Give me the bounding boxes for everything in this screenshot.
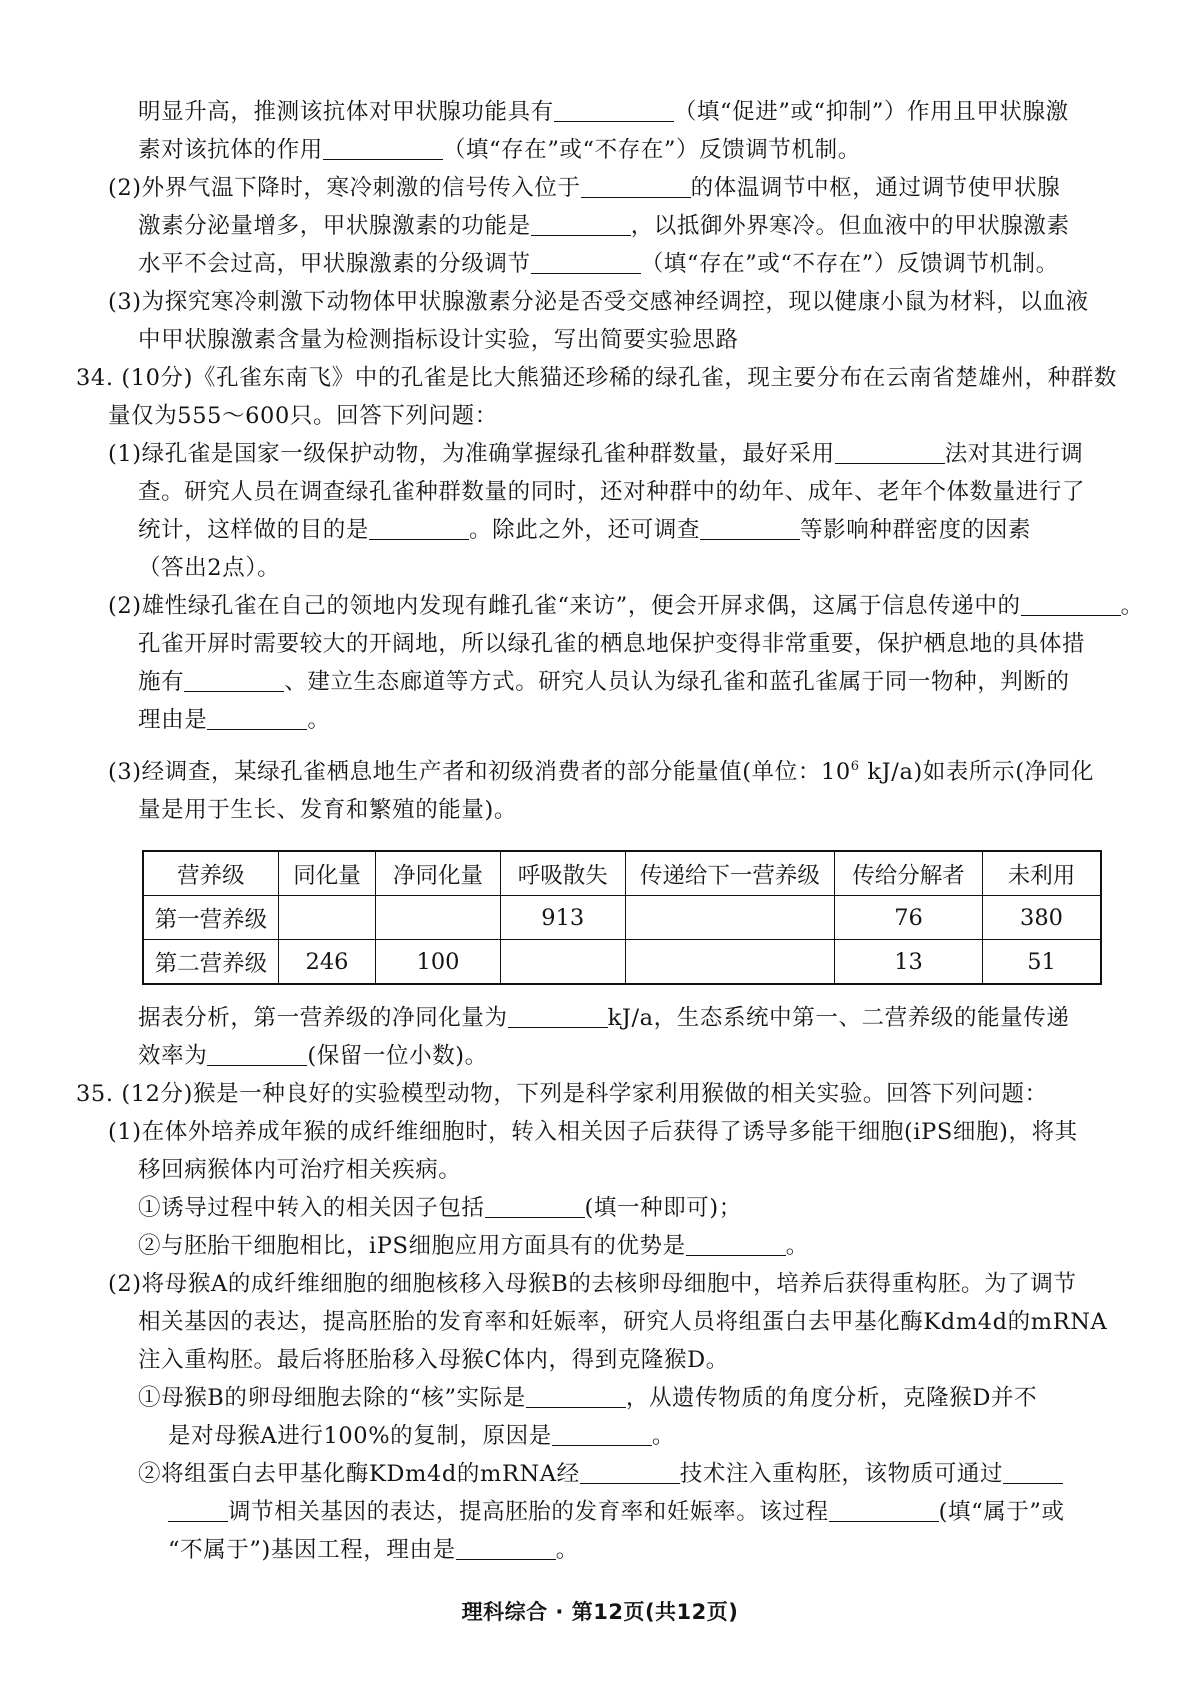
energy-table	[142, 850, 1102, 985]
q33-part2-line-1: (2)外界气温下降时，寒冷刺激的信号传入位于 的体温调节中枢，通过调节使甲状腺	[108, 175, 1061, 201]
table-cell: 913	[500, 896, 625, 940]
table-cell: 51	[983, 940, 1101, 985]
table-header-cell: 未利用	[983, 851, 1101, 896]
answer-blank[interactable]	[369, 515, 469, 540]
answer-blank[interactable]	[581, 173, 691, 198]
table-cell: 13	[835, 940, 983, 985]
q34-part1-line-3: 统计，这样做的目的是 。除此之外，还可调查 等影响种群密度的因素	[138, 517, 1032, 543]
table-cell	[278, 896, 375, 940]
table-cell	[625, 940, 834, 985]
q34-part1-line-4: （答出2点）。	[138, 555, 281, 581]
answer-blank[interactable]	[323, 135, 443, 160]
answer-blank[interactable]	[835, 439, 945, 464]
q35-part2-line-2: 相关基因的表达，提高胚胎的发育率和妊娠率，研究人员将组蛋白去甲基化酶Kdm4d的mRNA	[138, 1309, 1108, 1335]
table-cell: 100	[376, 940, 501, 985]
answer-blank[interactable]	[1003, 1459, 1063, 1484]
q34-part3-line-1: (3)经调查，某绿孔雀栖息地生产者和初级消费者的部分能量值(单位：$10^6$ kJ/a)如表所示(净同化	[108, 759, 1094, 785]
q35-part1-line-1: (1)在体外培养成年猴的成纤维细胞时，转入相关因子后获得了诱导多能干细胞(iPS细胞)，将其	[108, 1119, 1078, 1145]
q34-after-table-line-2: 效率为 (保留一位小数)。	[138, 1043, 488, 1069]
q34-part2-line-3: 施有 、建立生态廊道等方式。研究人员认为绿孔雀和蓝孔雀属于同一物种，判断的	[138, 669, 1070, 695]
q35-part2-item-2-line-1: ②将组蛋白去甲基化酶KDm4d的mRNA经 技术注入重构胚，该物质可通过	[138, 1458, 1063, 1490]
answer-blank[interactable]	[554, 97, 674, 122]
answer-blank[interactable]	[168, 1497, 228, 1522]
table-cell: 380	[983, 896, 1101, 940]
table-header-cell: 同化量	[278, 851, 375, 896]
table-cell: 第一营养级	[143, 896, 278, 940]
q33-part3-line-2: 中甲状腺激素含量为检测指标设计实验，写出简要实验思路	[138, 327, 739, 353]
answer-blank[interactable]	[1021, 591, 1121, 616]
q34-part1-line-2: 查。研究人员在调查绿孔雀种群数量的同时，还对种群中的幼年、成年、老年个体数量进行了	[138, 479, 1086, 505]
q35-part2-line-3: 注入重构胚。最后将胚胎移入母猴C体内，得到克隆猴D。	[138, 1347, 729, 1373]
table-cell	[500, 940, 625, 985]
q34-part3-line-2: 量是用于生长、发育和繁殖的能量)。	[138, 797, 517, 823]
table-cell: 246	[278, 940, 375, 985]
page-footer: 理科综合 · 第12页(共12页)	[461, 1600, 739, 1624]
q35-part2-item-1-line-2: 是对母猴A进行100%的复制，原因是 。	[168, 1423, 675, 1449]
q35-part1-item-2: ②与胚胎干细胞相比，iPS细胞应用方面具有的优势是 。	[138, 1233, 809, 1259]
answer-blank[interactable]	[485, 1193, 585, 1218]
table-header-cell: 传给分解者	[835, 851, 983, 896]
q34-part1-line-1: (1)绿孔雀是国家一级保护动物，为准确掌握绿孔雀种群数量，最好采用 法对其进行调	[108, 441, 1084, 467]
answer-blank[interactable]	[526, 1383, 626, 1408]
q35-part2-item-1-line-1: ①母猴B的卵母细胞去除的“核”实际是 ，从遗传物质的角度分析，克隆猴D并不	[138, 1385, 1038, 1411]
table-cell	[625, 896, 834, 940]
q33-line-2: 素对该抗体的作用 （填“存在”或“不存在”）反馈调节机制。	[138, 137, 861, 163]
answer-blank[interactable]	[552, 1421, 652, 1446]
table-header-row	[143, 851, 1101, 896]
q35-part2-item-2-line-2: 调节相关基因的表达，提高胚胎的发育率和妊娠率。该过程 (填“属于”或	[168, 1496, 1065, 1528]
table-cell	[376, 896, 501, 940]
q33-part2-line-2: 激素分泌量增多，甲状腺激素的功能是 ，以抵御外界寒冷。但血液中的甲状腺激素	[138, 213, 1070, 239]
q35-part1-line-2: 移回病猴体内可治疗相关疾病。	[138, 1157, 462, 1183]
q34-after-table-line-1: 据表分析，第一营养级的净同化量为 kJ/a，生态系统中第一、二营养级的能量传递	[138, 1005, 1070, 1031]
answer-blank[interactable]	[686, 1231, 786, 1256]
q34-part2-line-1: (2)雄性绿孔雀在自己的领地内发现有雌孔雀“来访”，便会开屏求偶，这属于信息传递中的 。	[108, 593, 1144, 619]
q34-stem-line-1: 34. (10分)《孔雀东南飞》中的孔雀是比大熊猫还珍稀的绿孔雀，现主要分布在云南省楚雄州，种群数	[76, 365, 1118, 391]
table-cell: 76	[835, 896, 983, 940]
q35-part1-item-1: ①诱导过程中转入的相关因子包括 (填一种即可)；	[138, 1195, 742, 1221]
answer-blank[interactable]	[829, 1497, 939, 1522]
table-header-cell: 净同化量	[376, 851, 501, 896]
answer-blank[interactable]	[184, 667, 284, 692]
table-row	[143, 896, 1101, 940]
q33-line-1: 明显升高，推测该抗体对甲状腺功能具有 （填“促进”或“抑制”）作用且甲状腺激	[138, 99, 1069, 125]
q34-stem-line-2: 量仅为555～600只。回答下列问题：	[108, 403, 498, 429]
answer-blank[interactable]	[456, 1535, 556, 1560]
q33-part2-line-3: 水平不会过高，甲状腺激素的分级调节 （填“存在”或“不存在”）反馈调节机制。	[138, 251, 1059, 277]
answer-blank[interactable]	[207, 705, 307, 730]
q34-part2-line-4: 理由是 。	[138, 707, 331, 733]
answer-blank[interactable]	[531, 249, 641, 274]
table-row	[143, 940, 1101, 985]
table-header-cell: 呼吸散失	[500, 851, 625, 896]
q35-part2-line-1: (2)将母猴A的成纤维细胞的细胞核移入母猴B的去核卵母细胞中，培养后获得重构胚。为了调节	[108, 1271, 1077, 1297]
q35-part2-item-2-line-3: “不属于”)基因工程，理由是 。	[168, 1537, 579, 1563]
answer-blank[interactable]	[700, 515, 800, 540]
answer-blank[interactable]	[207, 1041, 307, 1066]
answer-blank[interactable]	[580, 1459, 680, 1484]
table-header-cell: 传递给下一营养级	[625, 851, 834, 896]
q33-part3-line-1: (3)为探究寒冷刺激下动物体甲状腺激素分泌是否受交感神经调控，现以健康小鼠为材料，以血液	[108, 289, 1089, 315]
q34-part2-line-2: 孔雀开屏时需要较大的开阔地，所以绿孔雀的栖息地保护变得非常重要，保护栖息地的具体措	[138, 631, 1086, 657]
answer-blank[interactable]	[531, 211, 631, 236]
q35-stem-line: 35. (12分)猴是一种良好的实验模型动物，下列是科学家利用猴做的相关实验。回答下列问题：	[76, 1081, 1048, 1107]
table-cell: 第二营养级	[143, 940, 278, 985]
table-header-cell: 营养级	[143, 851, 278, 896]
answer-blank[interactable]	[508, 1003, 608, 1028]
